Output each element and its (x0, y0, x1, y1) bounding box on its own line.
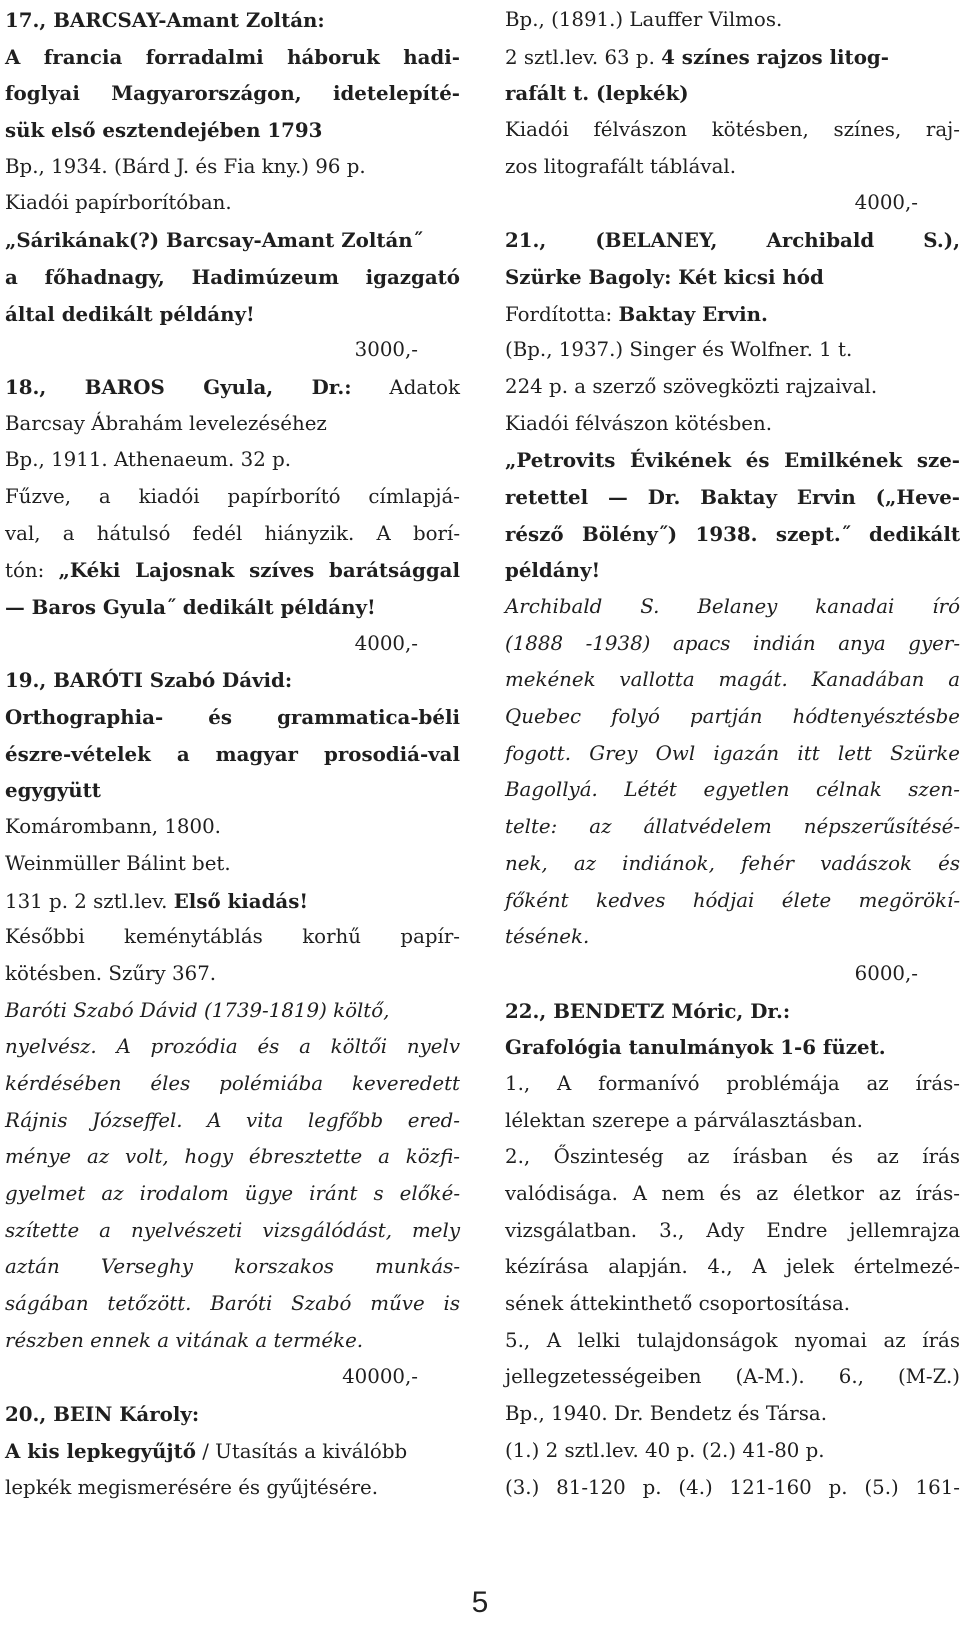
text-segment: Fűzve, a kiadói papírborító címlapjá- (5, 484, 460, 508)
text-segment: valódisága. A nem és az életkor az írás- (505, 1182, 960, 1205)
text-line (505, 479, 960, 516)
text-segment: Rájnis Józseffel. A vita legfőbb ered- (5, 1108, 460, 1132)
left-column (5, 2, 460, 1506)
text-segment: kérdésében éles polémiába keveredett (5, 1071, 460, 1095)
text-segment: ságában tetőzött. Baróti Szabó műve is (5, 1292, 460, 1316)
text-segment: észre-vételek a magyar prosodiá-val (5, 741, 460, 766)
text-segment: (1.) 2 sztl.lev. 40 p. (2.) 41-80 p. (505, 1438, 825, 1462)
text-segment: 18., BAROS Gyula, Dr.: (5, 374, 352, 399)
text-line (505, 1396, 960, 1433)
text-line (505, 919, 960, 956)
text-line (5, 75, 460, 112)
text-segment: 21., (BELANEY, Archibald S.), (505, 228, 960, 253)
text-line (505, 1103, 960, 1140)
text-line (505, 589, 960, 626)
text-line (5, 479, 460, 516)
text-line (505, 993, 960, 1030)
text-segment: (1888 -1938) apacs indián anya gyer- (505, 631, 960, 655)
text-line (5, 552, 460, 589)
text-segment: 40000,- (342, 1365, 418, 1389)
price-line (505, 185, 960, 222)
text-line (505, 222, 960, 259)
text-segment: rafált t. (lepkék) (505, 81, 689, 106)
text-segment: / Utasítás a kiválóbb (195, 1439, 408, 1463)
text-line (505, 369, 960, 406)
text-line (505, 552, 960, 589)
price-line (5, 332, 460, 369)
text-segment: 6000,- (854, 961, 918, 985)
text-segment: kötésben. Szűry 367. (5, 961, 217, 985)
text-segment: ménye az volt, hogy ébresztette a közfi- (5, 1145, 460, 1169)
text-line (5, 846, 460, 883)
text-line (5, 1396, 460, 1433)
text-segment: „Sárikának(?) Barcsay-Amant Zoltán˝ (5, 228, 423, 253)
price-line (5, 626, 460, 663)
text-segment: (Bp., 1937.) Singer és Wolfner. 1 t. (505, 338, 853, 362)
text-segment: példány! (505, 558, 601, 583)
text-segment: „Petrovits Évikének és Emilkének sze- (505, 448, 960, 473)
text-segment: 4000,- (354, 631, 418, 655)
text-segment: Bp., 1940. Dr. Bendetz és Társa. (505, 1402, 827, 1426)
text-line (505, 699, 960, 736)
text-segment: 19., BARÓTI Szabó Dávid: (5, 668, 293, 693)
text-line (5, 369, 460, 406)
text-segment: tón: (5, 559, 59, 583)
text-segment: val, a hátulsó fedél hiányzik. A borí- (5, 521, 460, 545)
text-segment: Grafológia tanulmányok 1-6 füzet. (505, 1035, 886, 1060)
text-line (5, 699, 460, 736)
text-segment: Komárombann, 1800. (5, 815, 221, 839)
text-segment: A francia forradalmi háboruk hadi- (5, 44, 460, 69)
text-segment: jellegzetességeiben (A-M.). 6., (M-Z.) (505, 1365, 960, 1389)
text-segment: Bagollyá. Létét egyetlen célnak szen- (505, 778, 960, 802)
text-line (5, 772, 460, 809)
text-line (5, 149, 460, 186)
text-line (5, 1066, 460, 1103)
text-segment: retettel — Dr. Baktay Ervin („Heve- (505, 484, 960, 509)
text-segment: részben ennek a vitának a terméke. (5, 1328, 364, 1352)
text-segment: Baróti Szabó Dávid (1739-1819) költő, (5, 998, 390, 1022)
text-line (505, 2, 960, 39)
text-segment: fogott. Grey Owl igazán itt lett Szürke (505, 741, 960, 765)
text-line (5, 516, 460, 553)
text-line (505, 406, 960, 443)
text-segment: (3.) 81-120 p. (4.) 121-160 p. (5.) 161- (505, 1475, 960, 1499)
text-line (505, 846, 960, 883)
text-line (5, 259, 460, 296)
page-number: 5 (471, 1586, 489, 1619)
text-line (5, 956, 460, 993)
text-segment: A kis lepkegyűjtő (5, 1438, 196, 1463)
text-segment: tésének. (505, 925, 590, 949)
text-segment: sének áttekinthető csoportosítása. (505, 1292, 851, 1316)
text-segment: Bp., 1934. (Bárd J. és Fia kny.) 96 p. (5, 154, 366, 178)
text-segment: Későbbi keménytáblás korhű papír- (5, 925, 460, 949)
price-line (505, 956, 960, 993)
text-segment: 131 p. 2 sztl.lev. (5, 889, 174, 913)
text-segment: Orthographia- és grammatica-béli (5, 705, 460, 730)
text-segment: 4 színes rajzos litog- (661, 44, 889, 69)
text-line (5, 406, 460, 443)
text-segment: Barcsay Ábrahám levelezéséhez (5, 411, 327, 435)
text-segment: vizsgálatban. 3., Ady Endre jellemrajza (505, 1218, 960, 1242)
text-segment: nek, az indiánok, fehér vadászok és (505, 851, 960, 875)
text-line (5, 112, 460, 149)
text-line (505, 1286, 960, 1323)
text-line (5, 589, 460, 626)
text-segment: aztán Verseghy korszakos munkás- (5, 1255, 460, 1279)
text-line (505, 1323, 960, 1360)
text-segment: foglyai Magyarországon, idetelepíté- (5, 81, 460, 106)
right-column (505, 2, 960, 1506)
text-line (5, 1433, 460, 1470)
text-segment: 4000,- (854, 191, 918, 215)
text-segment: 20., BEIN Károly: (5, 1402, 200, 1427)
text-line (5, 919, 460, 956)
text-segment: 224 p. a szerző szövegközti rajzaival. (505, 374, 878, 398)
text-line (5, 1249, 460, 1286)
text-segment: Adatok (351, 375, 461, 399)
text-line (505, 662, 960, 699)
text-segment: résző Bölény˝) 1938. szept.˝ dedikált (505, 521, 960, 546)
text-line (5, 185, 460, 222)
text-segment: Quebec folyó partján hódtenyésztésbe (505, 705, 960, 729)
text-segment: 2., Őszinteség az írásban és az írás (505, 1145, 960, 1169)
text-line (5, 296, 460, 333)
text-segment: szítette a nyelvészeti vizsgálódást, mely (5, 1218, 460, 1242)
text-line (505, 736, 960, 773)
text-line (505, 112, 960, 149)
text-segment: 3000,- (354, 338, 418, 362)
text-line (505, 883, 960, 920)
text-segment: által dedikált példány! (5, 301, 255, 326)
text-segment: lepkék megismerésére és gyűjtésére. (5, 1475, 379, 1499)
text-segment: zos litografált táblával. (505, 154, 736, 178)
text-segment: sük első esztendejében 1793 (5, 118, 323, 143)
text-line (5, 1176, 460, 1213)
text-segment: Bp., (1891.) Lauffer Vilmos. (505, 8, 783, 31)
text-segment: főként kedves hódjai élete megörökí- (505, 888, 960, 912)
text-segment: Bp., 1911. Athenaeum. 32 p. (5, 448, 292, 472)
text-segment: mekének vallotta magát. Kanadában a (505, 668, 960, 692)
text-line (5, 1213, 460, 1250)
text-line (5, 39, 460, 76)
text-line (505, 1249, 960, 1286)
text-segment: lélektan szerepe a párválasztásban. (505, 1108, 863, 1132)
text-segment: 5., A lelki tulajdonságok nyomai az írás (505, 1328, 960, 1352)
text-segment: Kiadói félvászon kötésben, színes, raj- (505, 118, 960, 142)
text-line (5, 222, 460, 259)
text-segment: 2 sztl.lev. 63 p. (505, 45, 662, 69)
text-line (505, 1359, 960, 1396)
text-line (5, 442, 460, 479)
text-line (505, 516, 960, 553)
text-line (5, 1029, 460, 1066)
text-line (5, 736, 460, 773)
text-line (5, 1286, 460, 1323)
text-segment: 22., BENDETZ Móric, Dr.: (505, 998, 791, 1023)
text-line (505, 75, 960, 112)
text-segment: telte: az állatvédelem népszerűsítésé- (505, 815, 960, 839)
text-line (505, 1029, 960, 1066)
text-line (505, 626, 960, 663)
text-segment: nyelvész. A prozódia és a költői nyelv (5, 1035, 460, 1059)
text-line (5, 809, 460, 846)
text-line (505, 149, 960, 186)
text-line (505, 332, 960, 369)
text-segment: 17., BARCSAY-Amant Zoltán: (5, 8, 325, 32)
text-segment: egygyütt (5, 778, 101, 803)
text-line (5, 993, 460, 1030)
text-line (505, 1139, 960, 1176)
text-segment: Kiadói papírborítóban. (5, 191, 232, 215)
text-segment: Baktay Ervin. (618, 301, 768, 326)
text-segment: a főhadnagy, Hadimúzeum igazgató (5, 264, 460, 289)
text-line (505, 1066, 960, 1103)
text-segment: Kiadói félvászon kötésben. (505, 411, 773, 435)
text-segment: — Baros Gyula˝ dedikált példány! (5, 595, 376, 619)
text-segment: Szürke Bagoly: Két kicsi hód (505, 264, 824, 289)
text-line (5, 1103, 460, 1140)
text-line (505, 259, 960, 296)
text-line (5, 1470, 460, 1507)
text-segment: kézírása alapján. 4., A jelek értelmezé- (505, 1255, 960, 1279)
text-line (5, 1139, 460, 1176)
text-line (5, 2, 460, 39)
text-line (505, 1213, 960, 1250)
text-line (505, 442, 960, 479)
text-line (505, 39, 960, 76)
text-line (505, 1433, 960, 1470)
text-line (5, 883, 460, 920)
text-line (505, 772, 960, 809)
text-segment: Weinmüller Bálint bet. (5, 851, 231, 875)
text-segment: 1., A formanívó problémája az írás- (505, 1071, 960, 1095)
text-line (505, 1176, 960, 1213)
price-line (5, 1359, 460, 1396)
text-segment: Fordította: (505, 302, 619, 326)
text-segment: Archibald S. Belaney kanadai író (505, 595, 960, 618)
text-segment: „Kéki Lajosnak szíves barátsággal (58, 558, 460, 583)
text-segment: gyelmet az irodalom ügye iránt s előké- (5, 1182, 460, 1205)
text-line (505, 1470, 960, 1507)
text-segment: Első kiadás! (173, 888, 309, 913)
text-line (5, 1323, 460, 1360)
text-line (505, 296, 960, 333)
text-line (505, 809, 960, 846)
text-line (5, 662, 460, 699)
